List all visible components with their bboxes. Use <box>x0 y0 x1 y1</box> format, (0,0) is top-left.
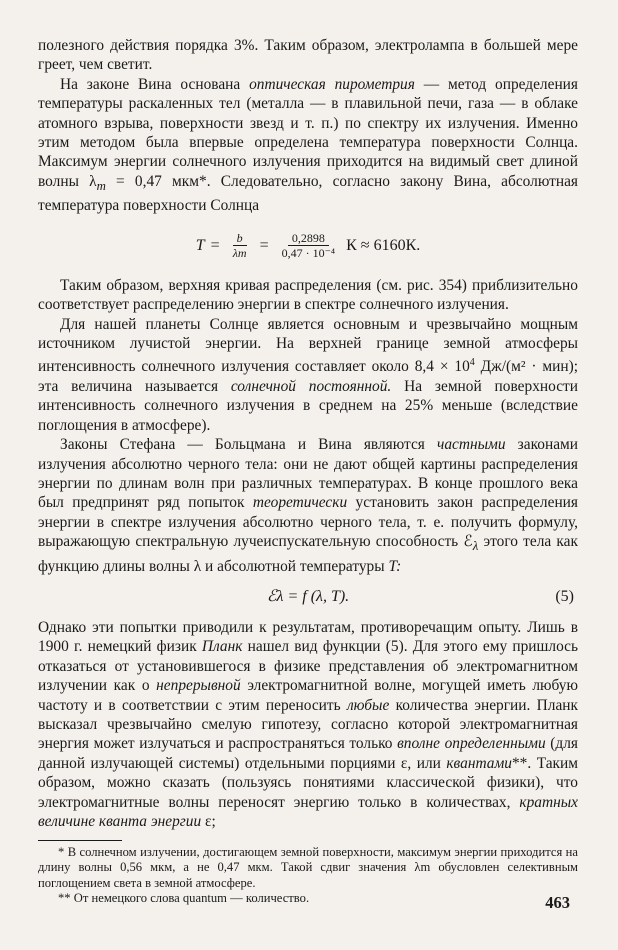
term-quantum-multiple: кратных величине кванта энергии <box>38 793 578 831</box>
term-continuous: непрерывной <box>156 677 241 695</box>
subscript: λ <box>472 539 479 554</box>
fraction-values <box>278 231 340 261</box>
formula-expression: ℰλ = f (λ, T). <box>266 588 350 606</box>
fraction-numerator: 0,2898 <box>288 231 329 246</box>
term-particular: частными <box>436 436 506 454</box>
paragraph-distribution: Таким образом, верхняя кривая распределения (см. рис. 354) приблизительно соответствует распределению энергии в спектре солнечного излучения. <box>38 276 578 314</box>
text-run: нашел вид функции (5). Для этого ему пришлось отказаться от установившегося в физике представления об электромагнитном излучении как о <box>38 638 578 695</box>
paragraph-solar-constant <box>38 315 578 436</box>
text-run: На земной поверхности интенсивность солнечного излучения в среднем на 25% меньше (вследствие поглощения в атмосфере). <box>38 377 578 434</box>
formula-symbol: = <box>259 237 269 255</box>
text-run: количества энергии. Планк высказал чрезвычайно смелую гипотезу, согласно которой электромагнитная энергия может излучаться и распространяться только <box>38 696 578 753</box>
term-quanta: квантами <box>446 754 512 772</box>
text-run: электромагнитной волне, могущей иметь любую частоту и в соответствии с этим переносить <box>38 677 578 714</box>
text-run: Дж/(м² · мин); эта величина называется <box>38 358 578 395</box>
text-run: (для данной излучающей системы) отдельными порциями ε, или <box>38 735 578 772</box>
text-run: Однако эти попытки приводили к результатам, противоречащим опыту. Лишь в 1900 г. немецкий физик <box>38 619 578 656</box>
fraction-b-over-lambda <box>229 231 251 261</box>
formula-result: К ≈ 6160К. <box>346 237 421 255</box>
formula-symbol: = <box>210 237 220 255</box>
text-run: ε; <box>201 813 216 831</box>
formula-symbol: T <box>195 237 205 255</box>
page-number: 463 <box>545 893 570 912</box>
footnote-1: * В солнечном излучении, достигающем земной поверхности, максимум энергии приходится на длину волны 0,56 мкм, а не 0,47 мкм. Такой сдвиг значения λm обусловлен селективным поглощением света в земной атмосфере. <box>38 844 578 890</box>
term-planck: Планк <box>201 638 243 656</box>
term-optical-pyrometry: оптическая пирометрия <box>249 75 415 93</box>
subscript: m <box>96 178 106 193</box>
fraction-denominator: λm <box>232 245 247 260</box>
text-run: Законы Стефана — Больцмана и Вина являются <box>60 436 437 454</box>
paragraph-pyrometry <box>38 75 578 216</box>
paragraph-planck <box>38 618 578 831</box>
term-theoretically: теоретически <box>252 494 348 512</box>
superscript: 4 <box>469 357 475 369</box>
text-run: этого тела как функцию длины волны λ и абсолютной температуры <box>38 533 578 575</box>
text-run: — метод определения температуры раскаленных тел (металла — в плавильной печи, газа — в облаке атомного взрыва, поверхности звезд и т. п.) по спектру их излучения. Именно этим методом была впервые определена температура поверхности Солнца. Максимум энергии солнечного излучения приходится на видимый свет длиной волны λ <box>38 75 578 190</box>
paragraph-laws <box>38 435 578 576</box>
footnote-2: ** От немецкого слова quantum — количество. <box>58 891 310 906</box>
text-run: законами излучения абсолютно черного тела: они не дают общей картины распределения энергии по длинам волн при различных температурах. В конце прошлого века был предпринят ряд попыток <box>38 436 579 512</box>
text-run: установить закон распределения энергии в спектре излучения абсолютно черного тела, т. е. получить формулу, выражающую спектральную лучеиспускательную способность ℰ <box>38 494 578 551</box>
page-body <box>38 36 578 907</box>
paragraph-intro: полезного действия порядка 3%. Таким образом, электролампа в большей мере греет, чем светит. <box>38 37 578 74</box>
fraction-denominator: 0,47 · 10⁻⁴ <box>281 245 336 260</box>
footnote-divider <box>38 840 122 841</box>
text-run: **. Таким образом, можно сказать (пользуясь понятиями классической физики), что электромагнитные волны переносят энергию только в количествах, <box>38 754 579 811</box>
text-run: = 0,47 мкм*. Следовательно, согласно закону Вина, абсолютная температура поверхности Солнца <box>38 172 578 215</box>
formula-planck <box>38 580 578 614</box>
text-run: На законе Вина основана <box>60 75 250 93</box>
symbol-T: T: <box>388 557 402 575</box>
term-definite: вполне определенными <box>397 735 546 753</box>
text-run: Для нашей планеты Солнце является основным и чрезвычайно мощным источником лучистой энергии. На верхней границе земной атмосферы интенсивность солнечного излучения составляет около 8,4 × 10 <box>38 315 578 376</box>
term-solar-constant: солнечной постоянной. <box>230 377 392 395</box>
formula-wien <box>38 218 578 274</box>
fraction-numerator: b <box>233 231 247 246</box>
term-any: любые <box>346 696 390 714</box>
equation-number: (5) <box>555 588 574 606</box>
